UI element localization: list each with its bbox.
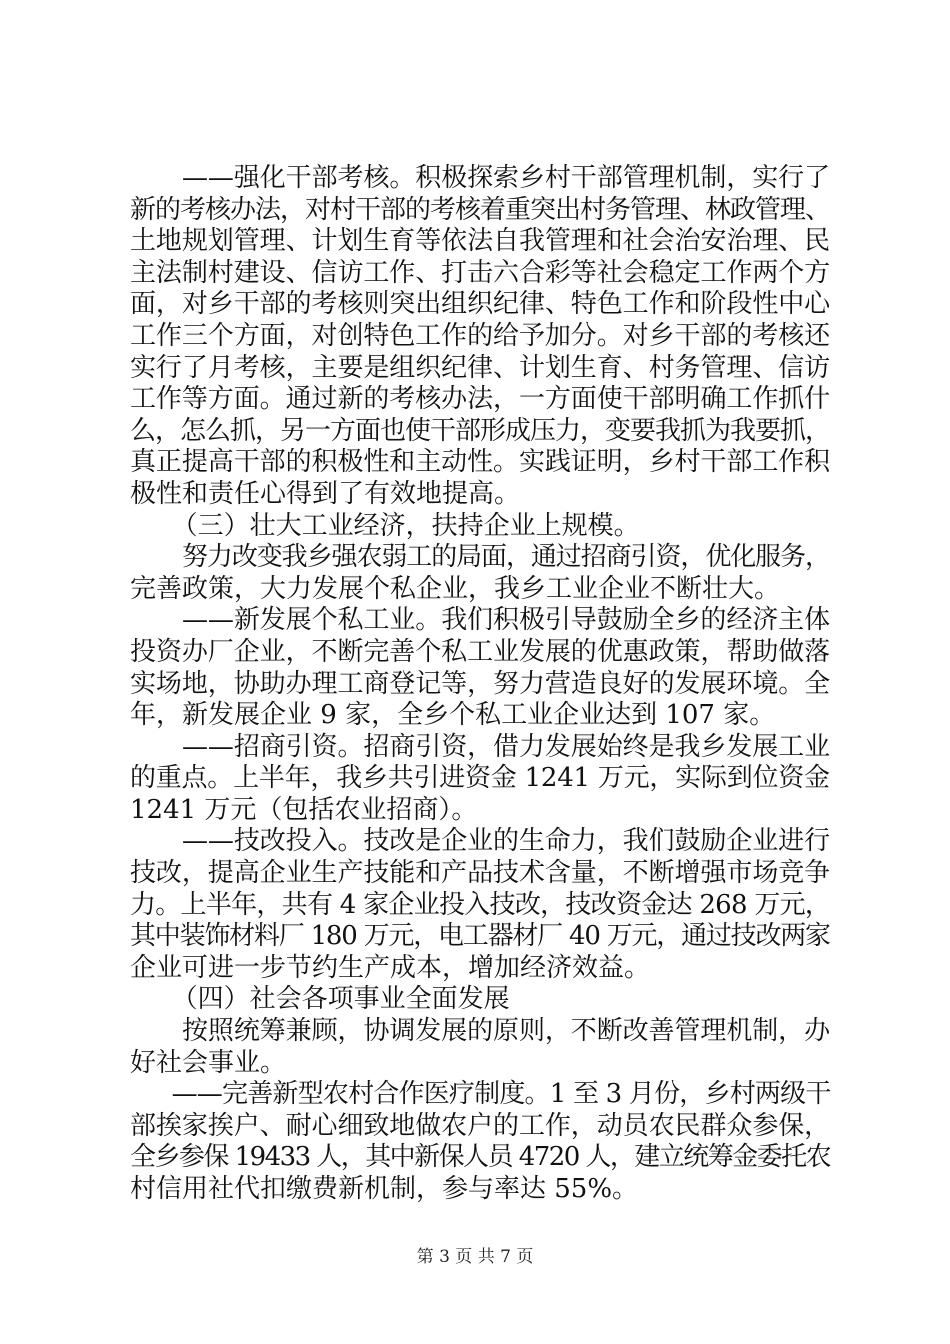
text-line: 面，对乡干部的考核则突出组织纪律、特色工作和阶段性中心: [130, 289, 831, 320]
text-line: 工作等方面。通过新的考核办法，一方面使干部明确工作抓什: [130, 384, 831, 415]
text-line: 极性和责任心得到了有效地提高。: [130, 478, 521, 509]
text-line: 土地规划管理、计划生育等依法自我管理和社会治安治理、民: [130, 226, 831, 257]
text-line: ——技改投入。技改是企业的生命力，我们鼓励企业进行: [182, 826, 831, 857]
text-line: 好社会事业。: [130, 1047, 287, 1078]
text-line: ——新发展个私工业。我们积极引导鼓励全乡的经济主体: [182, 605, 831, 636]
text-line: 么，怎么抓，另一方面也使干部形成压力，变要我抓为我要抓，: [130, 415, 831, 446]
text-line: 投资办厂企业，不断完善个私工业发展的优惠政策，帮助做落: [130, 636, 831, 667]
text-line: 实行了月考核，主要是组织纪律、计划生育、村务管理、信访: [130, 352, 831, 383]
text-line: 按照统筹兼顾，协调发展的原则，不断改善管理机制，办: [182, 1016, 831, 1047]
text-line: 力。上半年，共有 4 家企业投入技改，技改资金达 268 万元，: [130, 889, 831, 920]
document-body: [130, 163, 830, 1206]
text-line: 努力改变我乡强农弱工的局面，通过招商引资，优化服务，: [182, 542, 830, 573]
text-line: 村信用社代扣缴费新机制，参与率达 55%。: [130, 1174, 639, 1204]
text-line: ——完善新型农村合作医疗制度。1 至 3 月份，乡村两级干: [171, 1079, 831, 1110]
text-line: 工作三个方面，对创特色工作的给予加分。对乡干部的考核还: [130, 320, 831, 351]
text-line: 主法制村建设、信访工作、打击六合彩等社会稳定工作两个方: [130, 257, 831, 288]
text-line: 新的考核办法，对村干部的考核着重突出村务管理、林政管理、: [130, 194, 831, 225]
page-footer: 第 3 页 共 7 页: [416, 1247, 534, 1267]
text-line: 全乡参保 19433 人，其中新保人员 4720 人，建立统筹金委托农: [130, 1142, 831, 1173]
text-line: 技改，提高企业生产技能和产品技术含量，不断增强市场竞争: [130, 858, 831, 889]
text-line: （三）壮大工业经济，扶持企业上规模。: [171, 510, 640, 541]
text-line: 其中装饰材料厂 180 万元，电工器材厂 40 万元，通过技改两家: [130, 921, 830, 952]
text-line: 年，新发展企业 9 家，全乡个私工业企业达到 107 家。: [130, 700, 776, 731]
text-line: （四）社会各项事业全面发展: [171, 984, 510, 1015]
text-line: 的重点。上半年，我乡共引进资金 1241 万元，实际到位资金: [130, 763, 830, 794]
text-line: 完善政策，大力发展个私企业，我乡工业企业不断壮大。: [130, 573, 781, 604]
text-line: ——招商引资。招商引资，借力发展始终是我乡发展工业: [182, 731, 831, 762]
text-line: ——强化干部考核。积极探索乡村干部管理机制，实行了: [182, 163, 831, 193]
text-line: 实场地，协助办理工商登记等，努力营造良好的发展环境。全: [130, 668, 831, 699]
text-line: 1241 万元（包括农业招商）。: [130, 794, 478, 825]
text-line: 部挨家挨户、耐心细致地做农户的工作，动员农民群众参保，: [130, 1110, 831, 1141]
text-line: 真正提高干部的积极性和主动性。实践证明，乡村干部工作积: [130, 447, 831, 478]
text-line: 企业可进一步节约生产成本，增加经济效益。: [130, 952, 651, 983]
